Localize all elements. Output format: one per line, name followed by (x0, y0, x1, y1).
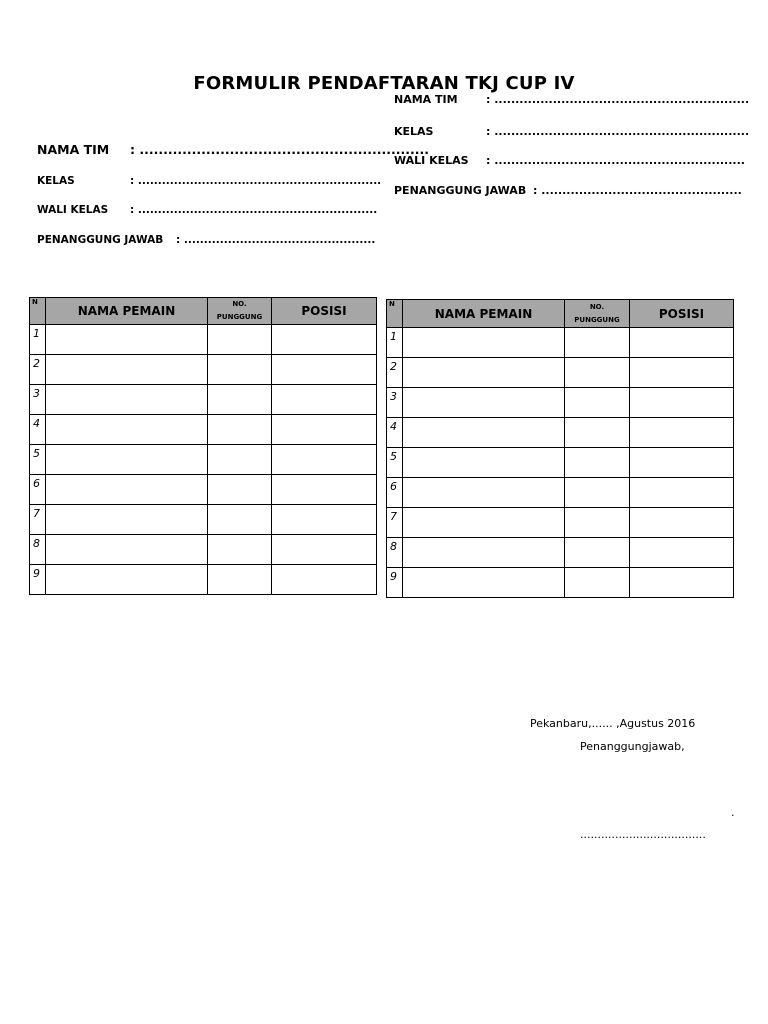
table-row (30, 355, 377, 385)
position-cell[interactable] (272, 385, 377, 415)
jersey-number-cell[interactable] (565, 328, 630, 358)
header-jersey-number (208, 298, 272, 325)
row-number: 8 (30, 535, 46, 565)
field-label: PENANGGUNG JAWAB (394, 184, 527, 197)
row-number: 8 (387, 538, 403, 568)
field-value[interactable]: : ............................................................. (130, 175, 382, 187)
table-row (30, 325, 377, 355)
jersey-number-cell[interactable] (208, 355, 272, 385)
position-cell[interactable] (272, 325, 377, 355)
signature-role: Penanggungjawab, (580, 740, 685, 753)
player-name-cell[interactable] (403, 478, 565, 508)
jersey-number-cell[interactable] (208, 385, 272, 415)
position-cell[interactable] (272, 475, 377, 505)
table-row (387, 538, 734, 568)
field-label: NAMA TIM (394, 93, 458, 106)
table-row (387, 388, 734, 418)
jersey-number-cell[interactable] (565, 388, 630, 418)
row-number: 3 (387, 388, 403, 418)
player-name-cell[interactable] (46, 325, 208, 355)
position-cell[interactable] (630, 418, 734, 448)
field-value[interactable]: : ............................................................. (486, 93, 750, 106)
row-number: 6 (30, 475, 46, 505)
signature-name-line[interactable]: .................................... (580, 828, 706, 841)
player-name-cell[interactable] (403, 358, 565, 388)
row-number: 1 (30, 325, 46, 355)
player-name-cell[interactable] (403, 328, 565, 358)
field-label: WALI KELAS (37, 204, 109, 216)
table-row (387, 448, 734, 478)
signature-mark: . (731, 806, 735, 819)
field-value[interactable]: : ................................................ (176, 234, 376, 246)
position-cell[interactable] (272, 565, 377, 595)
position-cell[interactable] (630, 358, 734, 388)
position-cell[interactable] (630, 478, 734, 508)
table-row (387, 568, 734, 598)
table-row (387, 328, 734, 358)
table-row (30, 445, 377, 475)
field-label: WALI KELAS (394, 154, 469, 167)
position-cell[interactable] (630, 538, 734, 568)
row-number: 9 (30, 565, 46, 595)
row-number: 5 (30, 445, 46, 475)
position-cell[interactable] (272, 415, 377, 445)
jersey-number-cell[interactable] (565, 418, 630, 448)
player-name-cell[interactable] (46, 565, 208, 595)
position-cell[interactable] (272, 535, 377, 565)
jersey-number-cell[interactable] (565, 538, 630, 568)
position-cell[interactable] (630, 508, 734, 538)
table-row (30, 415, 377, 445)
position-cell[interactable] (272, 355, 377, 385)
field-label: NAMA TIM (37, 142, 110, 157)
left-roster-body (30, 325, 377, 595)
jersey-number-cell[interactable] (208, 565, 272, 595)
jersey-number-cell[interactable] (565, 568, 630, 598)
table-row (30, 505, 377, 535)
position-cell[interactable] (630, 388, 734, 418)
table-row (30, 565, 377, 595)
jersey-number-cell[interactable] (565, 448, 630, 478)
position-cell[interactable] (630, 568, 734, 598)
player-name-cell[interactable] (403, 508, 565, 538)
jersey-number-cell[interactable] (208, 535, 272, 565)
position-cell[interactable] (272, 445, 377, 475)
table-row (387, 508, 734, 538)
jersey-number-cell[interactable] (208, 475, 272, 505)
signature-place-date: Pekanbaru,...... ,Agustus 2016 (530, 717, 696, 730)
row-number: 7 (387, 508, 403, 538)
field-value[interactable]: : ............................................................ (486, 154, 745, 167)
header-n: N (30, 298, 46, 325)
jersey-number-cell[interactable] (565, 508, 630, 538)
player-name-cell[interactable] (403, 568, 565, 598)
header-jersey-number-line1: NO. (232, 300, 247, 308)
field-label: KELAS (37, 175, 75, 187)
table-row (387, 418, 734, 448)
row-number: 2 (30, 355, 46, 385)
row-number: 4 (387, 418, 403, 448)
position-cell[interactable] (630, 448, 734, 478)
header-jersey-number-line1: NO. (589, 302, 605, 311)
player-name-cell[interactable] (403, 388, 565, 418)
right-roster-body (387, 328, 734, 598)
player-name-cell[interactable] (46, 385, 208, 415)
header-position: POSISI (272, 298, 377, 325)
table-row (30, 385, 377, 415)
table-row (387, 478, 734, 508)
row-number: 3 (30, 385, 46, 415)
player-name-cell[interactable] (403, 538, 565, 568)
field-value[interactable]: : ............................................................. (486, 125, 750, 138)
field-value[interactable]: : ............................................................ (130, 204, 378, 216)
header-jersey-number-line2: PUNGGUNG (216, 313, 263, 321)
position-cell[interactable] (630, 328, 734, 358)
field-label: KELAS (394, 125, 434, 138)
table-row (387, 358, 734, 388)
jersey-number-cell[interactable] (208, 325, 272, 355)
jersey-number-cell[interactable] (208, 415, 272, 445)
right-roster-table (386, 299, 734, 598)
row-number: 1 (387, 328, 403, 358)
player-name-cell[interactable] (46, 475, 208, 505)
header-n: N (387, 300, 403, 328)
table-row (30, 535, 377, 565)
player-name-cell[interactable] (46, 505, 208, 535)
player-name-cell[interactable] (46, 355, 208, 385)
player-name-cell[interactable] (46, 415, 208, 445)
field-label: PENANGGUNG JAWAB (37, 234, 164, 246)
player-name-cell[interactable] (46, 445, 208, 475)
page-title: FORMULIR PENDAFTARAN TKJ CUP IV (193, 73, 575, 94)
header-jersey-number (565, 300, 630, 328)
jersey-number-cell[interactable] (208, 445, 272, 475)
header-player-name: NAMA PEMAIN (46, 298, 208, 325)
field-value[interactable]: : ................................................ (533, 184, 742, 197)
player-name-cell[interactable] (403, 418, 565, 448)
field-value[interactable]: : ............................................................. (130, 142, 430, 157)
player-name-cell[interactable] (403, 448, 565, 478)
header-position: POSISI (630, 300, 734, 328)
header-player-name: NAMA PEMAIN (403, 300, 565, 328)
player-name-cell[interactable] (46, 535, 208, 565)
row-number: 7 (30, 505, 46, 535)
left-roster-table (29, 297, 377, 595)
row-number: 9 (387, 568, 403, 598)
row-number: 5 (387, 448, 403, 478)
table-row (30, 475, 377, 505)
jersey-number-cell[interactable] (208, 505, 272, 535)
position-cell[interactable] (272, 505, 377, 535)
jersey-number-cell[interactable] (565, 478, 630, 508)
jersey-number-cell[interactable] (565, 358, 630, 388)
row-number: 2 (387, 358, 403, 388)
header-jersey-number-line2: PUNGGUNG (574, 315, 620, 324)
row-number: 4 (30, 415, 46, 445)
row-number: 6 (387, 478, 403, 508)
